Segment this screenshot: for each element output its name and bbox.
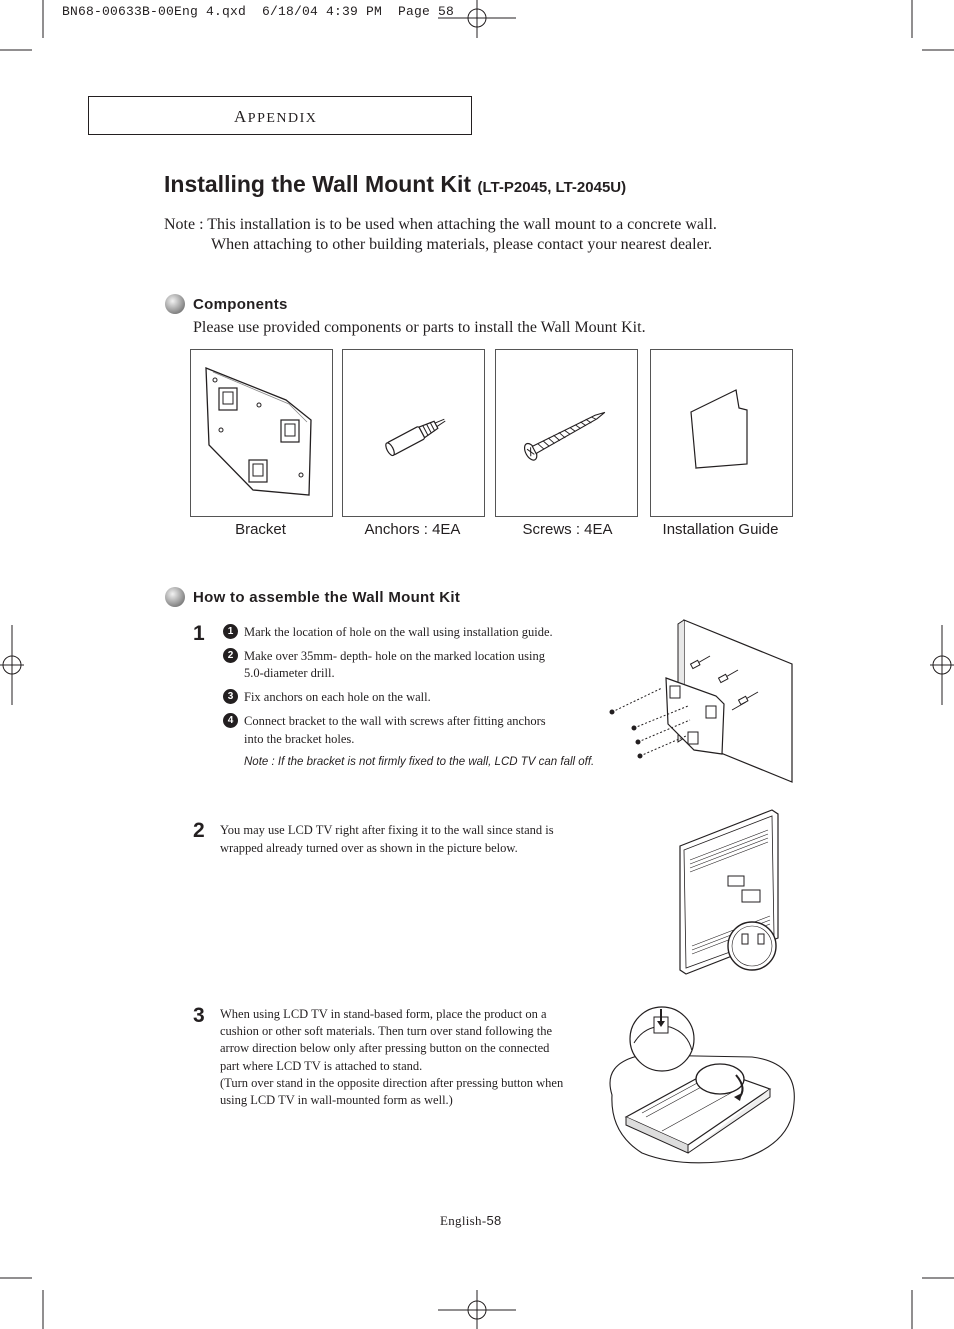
step2-text-line: wrapped already turned over as shown in the picture below. <box>220 841 518 855</box>
step1-item-text-cont: into the bracket holes. <box>244 732 355 746</box>
tv-on-cushion-illustration <box>602 1003 802 1168</box>
page-title-main: Installing the Wall Mount Kit <box>164 171 472 197</box>
component-box-screws <box>495 349 638 517</box>
step2-text-line: You may use LCD TV right after fixing it to the wall since stand is <box>220 823 554 837</box>
note-line-1: Note : This installation is to be used when attaching the wall mount to a concrete wall. <box>164 216 717 233</box>
note-line-2: When attaching to other building materials, please contact your nearest dealer. <box>211 236 713 253</box>
step3-text-line: (Turn over stand in the opposite direction after pressing button when <box>220 1076 564 1090</box>
step-number: 2 <box>193 819 205 842</box>
component-box-bracket <box>190 349 333 517</box>
bracket-icon <box>191 350 332 516</box>
numbered-bullet: 3 <box>223 689 238 704</box>
numbered-bullet: 1 <box>223 624 238 639</box>
component-label: Anchors : 4EA <box>364 521 461 538</box>
footer-prefix: English- <box>440 1213 487 1228</box>
page-number-footer <box>440 1213 502 1229</box>
wall-mount-illustration <box>606 616 806 786</box>
step1-item-text: Connect bracket to the wall with screws after fitting anchors <box>244 714 546 728</box>
numbered-bullet: 2 <box>223 648 238 663</box>
screw-icon <box>496 350 637 516</box>
component-box-guide <box>650 349 793 517</box>
appendix-label-rest: PPENDIX <box>247 111 318 126</box>
step-number: 1 <box>193 622 205 645</box>
tv-back-wall-mount-illustration <box>672 806 802 976</box>
component-box-anchors <box>342 349 485 517</box>
step3-text-line: arrow direction below only after pressing button on the connected <box>220 1041 550 1055</box>
appendix-tab <box>88 96 472 135</box>
guide-sheet-icon <box>651 350 792 516</box>
components-heading: Components <box>193 296 288 313</box>
appendix-label <box>234 107 317 127</box>
footer-page: 58 <box>486 1213 502 1228</box>
numbered-bullet: 4 <box>223 713 238 728</box>
step3-text-line: cushion or other soft materials. Then turn over stand following the <box>220 1024 552 1038</box>
step3-text-line: part where LCD TV is attached to stand. <box>220 1059 423 1073</box>
assemble-heading: How to assemble the Wall Mount Kit <box>193 589 461 606</box>
step1-item-text: Make over 35mm- depth- hole on the marked location using <box>244 649 545 663</box>
step1-item-text: Fix anchors on each hole on the wall. <box>244 690 431 704</box>
components-subtitle: Please use provided components or parts to install the Wall Mount Kit. <box>193 319 646 336</box>
step3-text-line: When using LCD TV in stand-based form, place the product on a <box>220 1007 547 1021</box>
page-title-models: (LT-P2045, LT-2045U) <box>477 179 627 196</box>
step1-item-text-cont: 5.0-diameter drill. <box>244 666 335 680</box>
print-file-info: BN68-00633B-00Eng 4.qxd 6/18/04 4:39 PM Page 58 <box>62 4 455 19</box>
step3-text-line: using LCD TV in wall-mounted form as well.) <box>220 1093 453 1107</box>
step1-warning-note: Note : If the bracket is not firmly fixed to the wall, LCD TV can fall off. <box>244 756 595 768</box>
component-label: Bracket <box>235 521 286 538</box>
component-label: Screws : 4EA <box>522 521 613 538</box>
anchor-icon <box>343 350 484 516</box>
section-bullet-icon <box>165 587 185 607</box>
section-bullet-icon <box>165 294 185 314</box>
appendix-label-initial: A <box>234 107 248 126</box>
step1-item-text: Mark the location of hole on the wall using installation guide. <box>244 625 553 639</box>
step-number: 3 <box>193 1004 205 1027</box>
component-label: Installation Guide <box>662 521 779 538</box>
page-title <box>164 171 626 198</box>
